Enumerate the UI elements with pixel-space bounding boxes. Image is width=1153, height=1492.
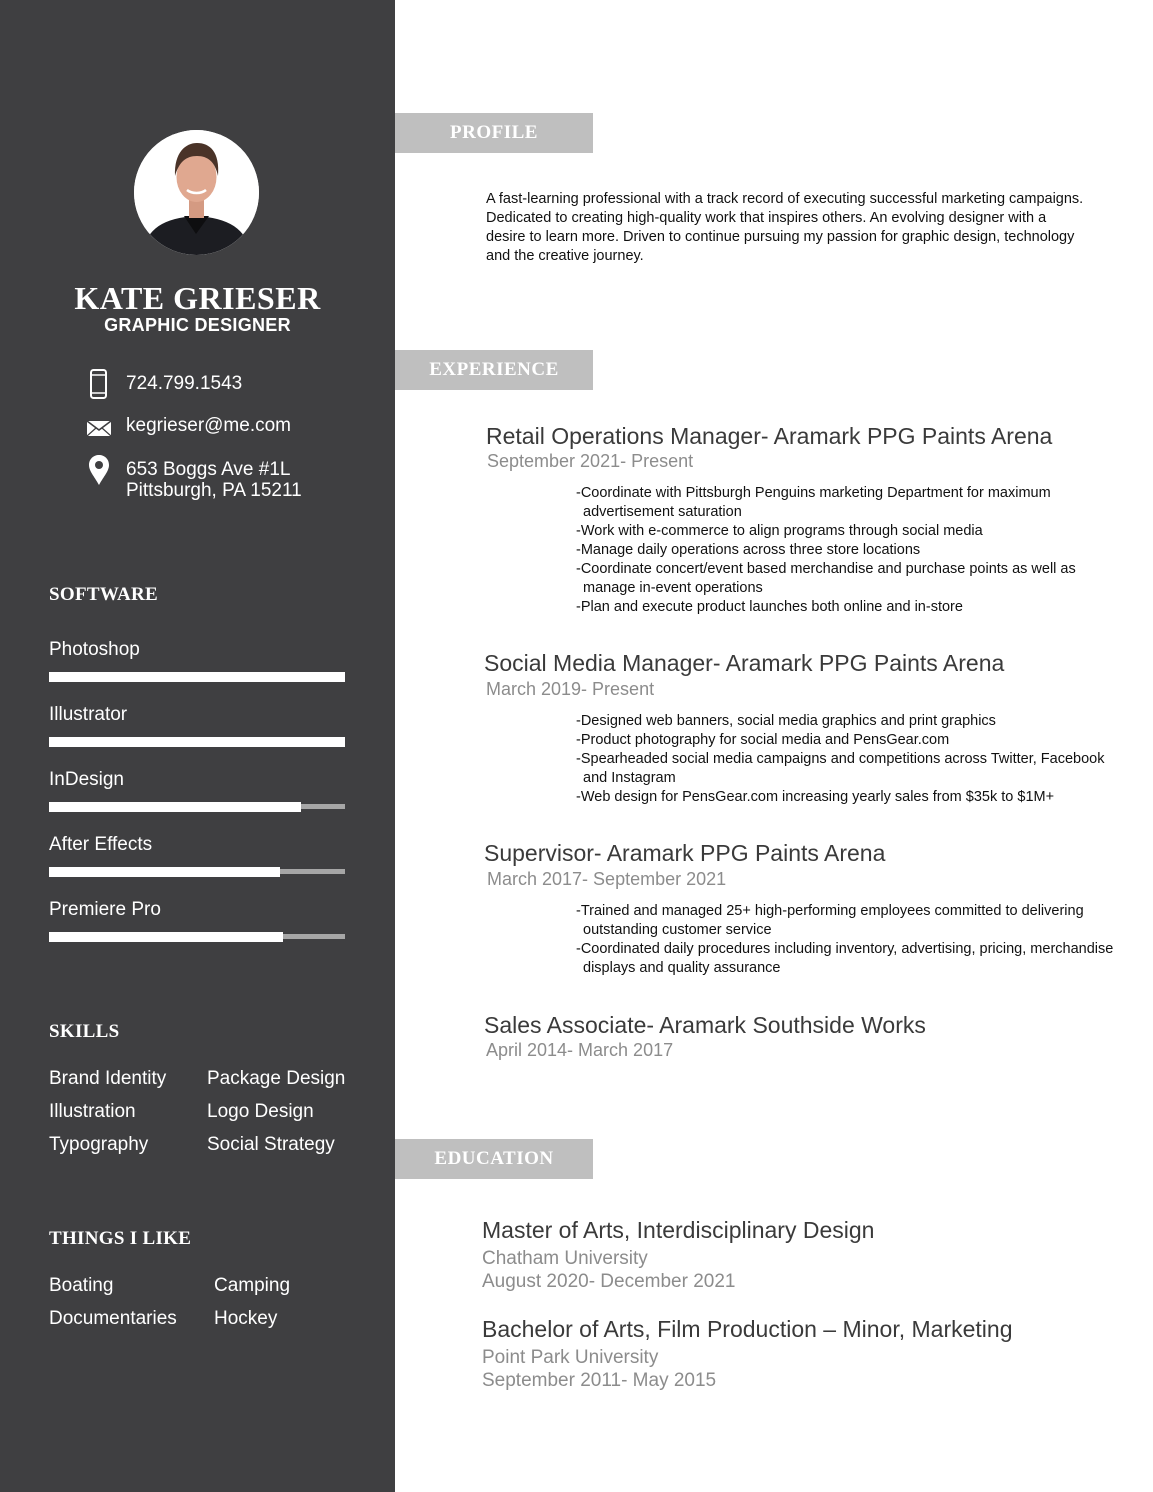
person-role: GRAPHIC DESIGNER: [104, 315, 291, 335]
software-skill-fill: [49, 867, 280, 877]
envelope-icon: [86, 412, 112, 444]
job-duty: -Work with e-commerce to align programs through social media: [576, 523, 983, 539]
software-skill-fill: [49, 672, 345, 682]
person-name: KATE GRIESER: [74, 280, 321, 316]
job-duty: -Plan and execute product launches both online and in-store: [576, 599, 963, 615]
job-duty: -Spearheaded social media campaigns and competitions across Twitter, Facebook and Instagram: [576, 751, 1105, 786]
address-line-1: 653 Boggs Ave #1L: [126, 459, 291, 480]
like-item: Documentaries: [49, 1308, 177, 1329]
job-date: September 2021- Present: [487, 451, 694, 471]
job-duty: -Web design for PensGear.com increasing yearly sales from $35k to $1M+: [576, 789, 1055, 805]
degree-dates: September 2011- May 2015: [482, 1370, 717, 1391]
software-label: Illustrator: [49, 704, 128, 725]
person-portrait-icon: [134, 130, 259, 255]
contact-address: [126, 459, 302, 501]
job-duty: -Designed web banners, social media graphics and print graphics: [576, 713, 996, 729]
job-duties: [576, 902, 1116, 978]
software-label: Photoshop: [49, 639, 140, 660]
skill-item: Social Strategy: [207, 1134, 335, 1155]
skill-item: Logo Design: [207, 1101, 314, 1122]
experience-heading: EXPERIENCE: [395, 350, 593, 390]
like-item: Boating: [49, 1275, 114, 1296]
address-line-2: Pittsburgh, PA 15211: [126, 480, 302, 501]
software-skill-bar: [49, 804, 345, 809]
job-duty: -Manage daily operations across three store locations: [576, 542, 921, 558]
phone-icon: [86, 368, 112, 400]
degree-title: Master of Arts, Interdisciplinary Design: [482, 1217, 875, 1243]
job-title: Supervisor- Aramark PPG Paints Arena: [484, 840, 886, 866]
location-pin-icon: [86, 454, 112, 486]
software-heading: SOFTWARE: [49, 584, 159, 605]
job-title: Retail Operations Manager- Aramark PPG Paints Arena: [486, 423, 1053, 449]
like-item: Hockey: [214, 1308, 278, 1329]
job-date: April 2014- March 2017: [486, 1040, 674, 1060]
profile-heading: PROFILE: [395, 113, 593, 153]
skill-item: Brand Identity: [49, 1068, 167, 1089]
skill-item: Typography: [49, 1134, 149, 1155]
job-title: Sales Associate- Aramark Southside Works: [484, 1012, 926, 1038]
skill-item: Package Design: [207, 1068, 346, 1089]
job-date: March 2019- Present: [486, 679, 655, 699]
profile-summary: A fast-learning professional with a track record of executing successful marketing campaigns. Dedicated to creating high-quality work that inspires others. An evolving designer with a desire to learn more. Driven to continue pursuing my passion for graphic design, technology and the creative journey.: [486, 191, 1084, 264]
job-duty: -Trained and managed 25+ high-performing employees committed to delivering outstanding customer service: [576, 903, 1084, 938]
job-duty: -Coordinate concert/event based merchandise and purchase points as well as manage in-event operations: [576, 561, 1076, 596]
school-name: Chatham University: [482, 1248, 648, 1269]
software-skill-fill: [49, 802, 301, 812]
software-skill-fill: [49, 737, 345, 747]
education-heading: EDUCATION: [395, 1139, 593, 1179]
software-label: Premiere Pro: [49, 899, 161, 920]
skills-heading: SKILLS: [49, 1021, 120, 1042]
job-date: March 2017- September 2021: [487, 869, 727, 889]
degree-title: Bachelor of Arts, Film Production – Minor, Marketing: [482, 1316, 1013, 1342]
software-skill-bar: [49, 739, 345, 744]
job-duty: -Coordinate with Pittsburgh Penguins marketing Department for maximum advertisement saturation: [576, 485, 1051, 520]
like-item: Camping: [214, 1275, 291, 1296]
school-name: Point Park University: [482, 1347, 659, 1368]
job-duties: [576, 484, 1116, 617]
software-label: InDesign: [49, 769, 124, 790]
job-duty: -Product photography for social media and PensGear.com: [576, 732, 950, 748]
degree-dates: August 2020- December 2021: [482, 1271, 736, 1292]
software-label: After Effects: [49, 834, 153, 855]
job-duties: [576, 712, 1116, 807]
software-skill-bar: [49, 869, 345, 874]
things-i-like-heading: THINGS I LIKE: [49, 1228, 192, 1249]
profile-photo: [134, 130, 259, 255]
job-title: Social Media Manager- Aramark PPG Paints Arena: [484, 650, 1005, 676]
software-skill-fill: [49, 932, 283, 942]
sidebar: [0, 0, 395, 1492]
software-skill-bar: [49, 934, 345, 939]
contact-phone: 724.799.1543: [126, 373, 243, 394]
contact-email: kegrieser@me.com: [126, 415, 291, 436]
software-skill-bar: [49, 674, 345, 679]
job-duty: -Coordinated daily procedures including inventory, advertising, pricing, merchandise displays and quality assurance: [576, 941, 1114, 976]
skill-item: Illustration: [49, 1101, 136, 1122]
